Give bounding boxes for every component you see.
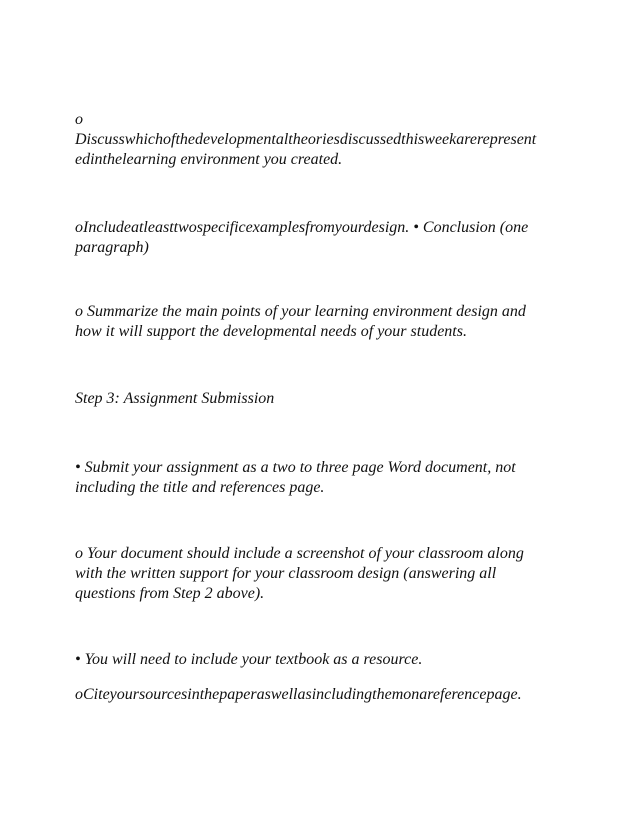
paragraph-textbook-resource: • You will need to include your textbook as a resource. (75, 651, 423, 668)
paragraph-discuss-theories: o Discusswhichofthedevelopmentaltheoriesdiscussedthisweekarerepresent edinthelearning environment you created. (75, 111, 537, 168)
paragraph-cite-sources: oCiteyoursourcesinthepaperaswellasincludingthemonareferencepage. (75, 686, 522, 703)
paragraph-summarize: o Summarize the main points of your learning environment design and how it will support the developmental needs of your students. (75, 303, 526, 340)
paragraph-submit-assignment: • Submit your assignment as a two to three page Word document, not including the title and references page. (75, 459, 516, 496)
paragraph-include-examples: oIncludeatleasttwospecificexamplesfromyourdesign. • Conclusion (one paragraph) (75, 219, 529, 256)
paragraph-screenshot-requirement: o Your document should include a screenshot of your classroom along with the written support for your classroom design (answering all questions from Step 2 above). (75, 545, 524, 602)
heading-step-3: Step 3: Assignment Submission (75, 390, 275, 407)
